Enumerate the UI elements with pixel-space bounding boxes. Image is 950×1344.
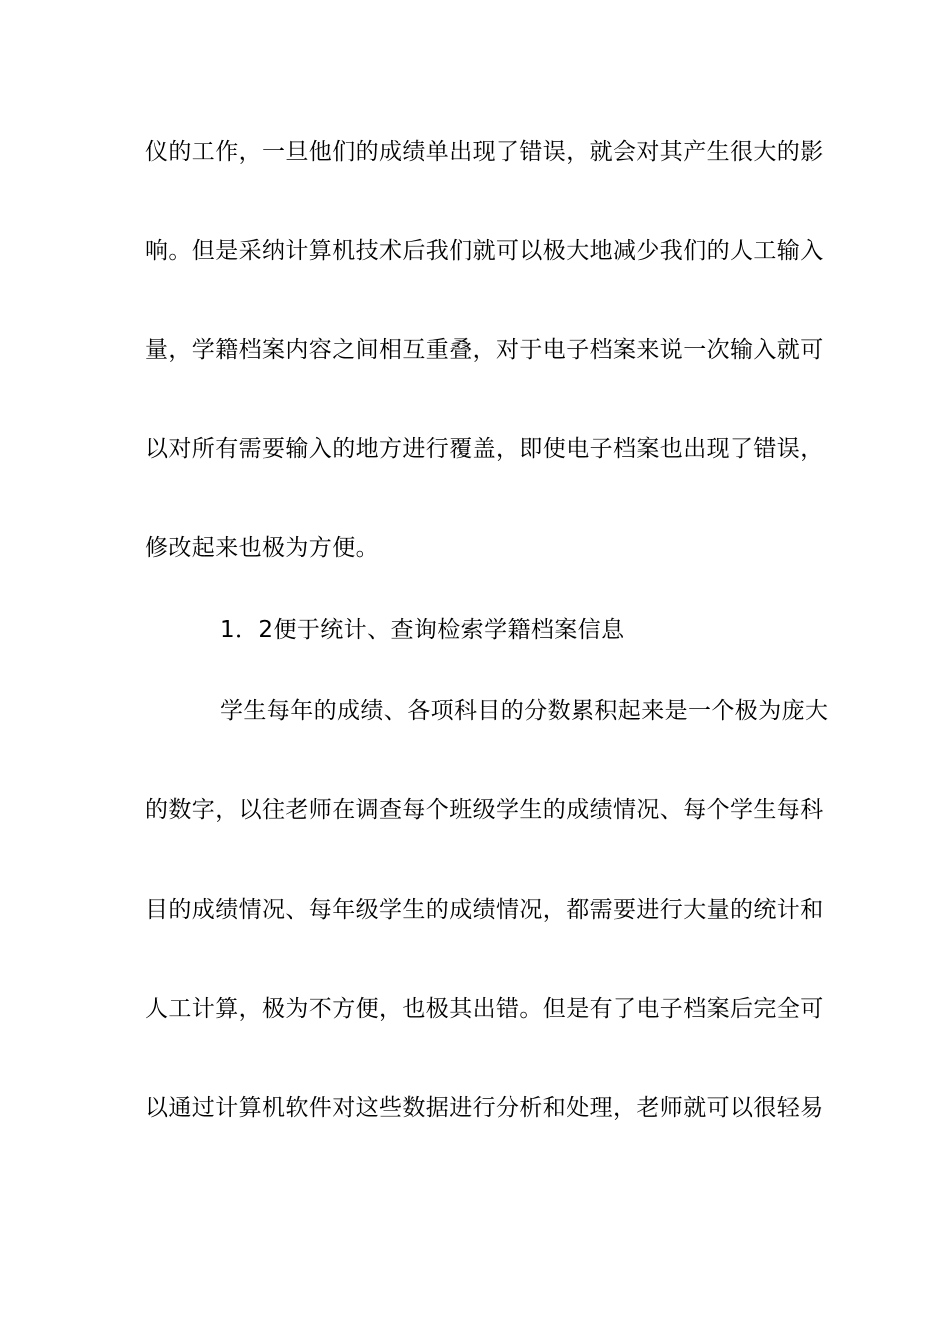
paragraph-1-line-4: 以对所有需要输入的地方进行覆盖，即使电子档案也出现了错误， xyxy=(145,436,824,462)
paragraph-1-line-3: 量，学籍档案内容之间相互重叠，对于电子档案来说一次输入就可 xyxy=(145,337,824,363)
paragraph-1-line-5: 修改起来也极为方便。 xyxy=(145,535,379,561)
paragraph-2-line-2: 的数字，以往老师在调查每个班级学生的成绩情况、每个学生每科 xyxy=(145,797,824,823)
paragraph-2-line-4: 人工计算，极为不方便，也极其出错。但是有了电子档案后完全可 xyxy=(145,996,824,1022)
paragraph-2-line-1: 学生每年的成绩、各项科目的分数累积起来是一个极为庞大 xyxy=(220,698,829,724)
paragraph-1-line-2: 响。但是采纳计算机技术后我们就可以极大地减少我们的人工输入 xyxy=(145,238,824,264)
section-heading: 1．2便于统计、查询检索学籍档案信息 xyxy=(220,617,625,643)
paragraph-2-line-5: 以通过计算机软件对这些数据进行分析和处理，老师就可以很轻易 xyxy=(145,1095,824,1121)
paragraph-1-line-1: 仪的工作，一旦他们的成绩单出现了错误，就会对其产生很大的影 xyxy=(145,139,824,165)
paragraph-2-line-3: 目的成绩情况、每年级学生的成绩情况，都需要进行大量的统计和 xyxy=(145,897,824,923)
